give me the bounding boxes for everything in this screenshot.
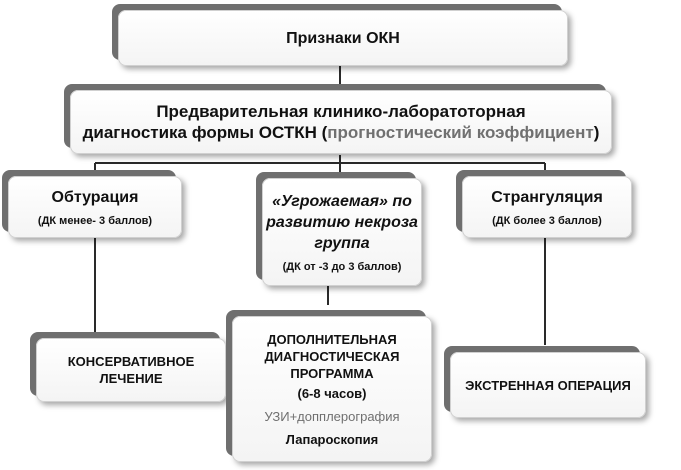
emergency-operation-box (450, 352, 646, 418)
conservative-line-1: КОНСЕРВАТИВНОЕ (67, 354, 195, 369)
diagnostics-line-2 (83, 122, 600, 143)
diagnostics-prognostic-coefficient: прогностический коэффициент (327, 123, 594, 142)
program-item-laparoscopy: Лапароскопия (285, 431, 379, 447)
conservative-treatment-box (36, 338, 226, 402)
conservative-line-2: ЛЕЧЕНИЕ (99, 371, 163, 386)
diagnostics-line-2-suffix: ) (593, 123, 600, 142)
top-box-title: Признаки ОКН (286, 29, 400, 47)
threatened-line-1: «Угрожаемая» по (272, 192, 412, 210)
program-item-ultrasound: УЗИ+допплерография (264, 408, 400, 424)
top-box-okn-signs (118, 10, 568, 66)
threatened-line-3: группа (314, 234, 370, 252)
diagnostics-box (70, 90, 612, 154)
threatened-group-box (262, 178, 422, 286)
program-line-1: ДОПОЛНИТЕЛЬНАЯ (267, 331, 397, 347)
additional-program-box (232, 316, 432, 462)
program-line-3: ПРОГРАММА (290, 365, 374, 381)
program-line-2: ДИАГНОСТИЧЕСКАЯ (264, 348, 400, 364)
threatened-line-2: развитию некроза (266, 213, 418, 231)
obturation-subtitle: (ДК менее- 3 баллов) (37, 214, 153, 227)
obturation-title: Обтурация (51, 188, 139, 206)
diagnostics-line-1: Предварительная клинико-лаборатоторная (156, 102, 526, 121)
strangulation-title: Странгуляция (491, 188, 603, 206)
strangulation-subtitle: (ДК более 3 баллов) (492, 214, 602, 227)
strangulation-box (462, 176, 632, 238)
diagnostics-line-2-prefix: диагностика формы ОСТКН ( (82, 123, 328, 142)
threatened-subtitle: (ДК от -3 до 3 баллов) (282, 260, 402, 273)
emergency-title: ЭКСТРЕННАЯ ОПЕРАЦИЯ (465, 377, 631, 393)
obturation-box (8, 176, 182, 238)
program-duration: (6-8 часов) (297, 385, 367, 401)
